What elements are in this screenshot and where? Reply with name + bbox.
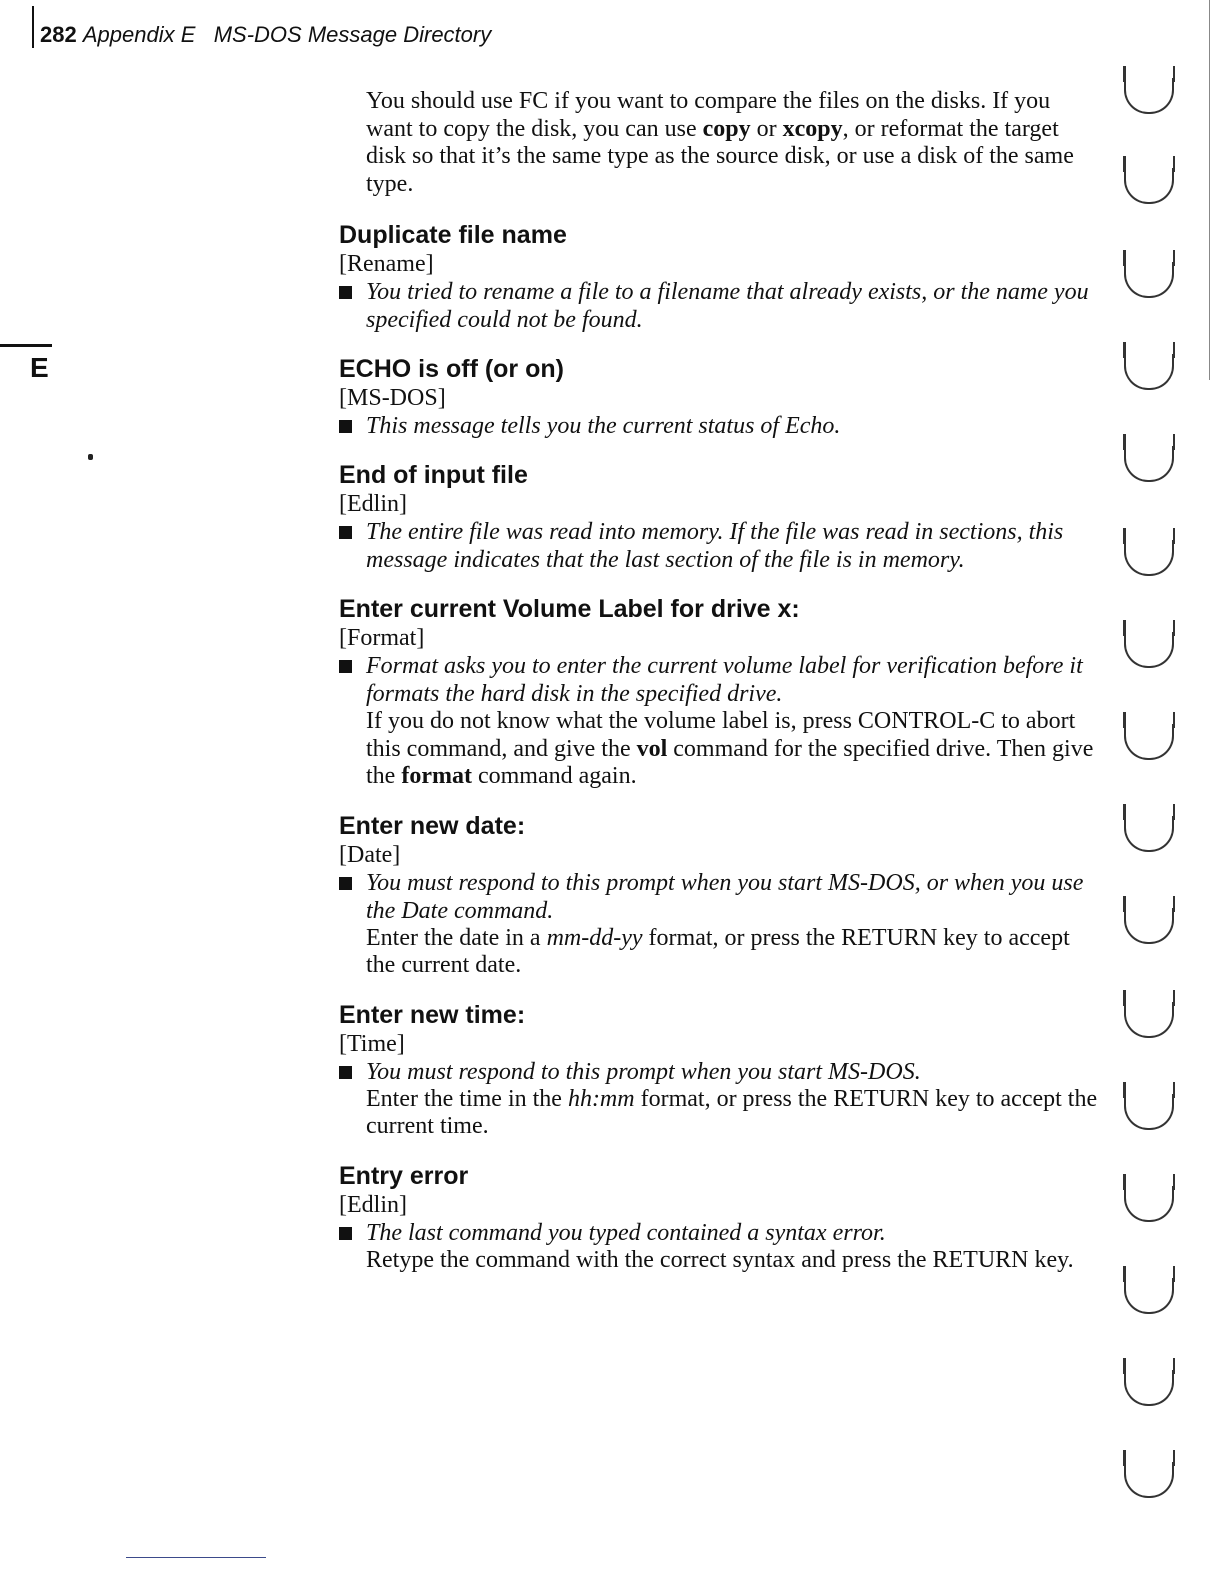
binder-ring-icon <box>1124 540 1174 576</box>
bullet-icon <box>339 286 352 299</box>
binder-ring-icon <box>1124 78 1174 114</box>
bullet-icon <box>339 877 352 890</box>
entry-duplicate-file-name <box>339 220 1099 334</box>
entry-module <box>339 384 1099 412</box>
bottom-rule <box>126 1557 266 1558</box>
binder-ring-icon <box>1124 1278 1174 1314</box>
binder-ring-icon <box>1124 908 1174 944</box>
entry-description <box>339 278 1099 334</box>
thumb-tab-rule <box>0 344 52 347</box>
entry-heading: End of input file <box>339 461 528 489</box>
entry-heading: Duplicate file name <box>339 221 567 249</box>
description-text: Format asks you to enter the current volume label for verification before it formats the hard disk in the specified drive. <box>366 653 1083 707</box>
entry-module: [Format] <box>339 625 425 651</box>
entry-description <box>339 518 1099 574</box>
intro-or: or <box>750 115 783 142</box>
vol-command: vol <box>636 735 668 762</box>
note-text: If you do not know what the volume label is, press <box>366 708 858 734</box>
binder-ring-icon <box>1124 1462 1174 1498</box>
copy-command: copy <box>702 115 751 142</box>
bullet-icon <box>339 1227 352 1240</box>
note-text: key. <box>1028 1246 1074 1273</box>
description-text: . <box>914 1058 921 1085</box>
entry-description <box>339 652 1099 708</box>
header-rule <box>32 6 34 48</box>
chapter-title: MS-DOS Message Directory <box>213 22 492 47</box>
note-text: to abort this command, and give the <box>366 708 1076 762</box>
entry-description <box>339 1219 1099 1247</box>
entry-module: [Rename] <box>339 251 434 277</box>
description-text: This message tells you the current status of Echo. <box>366 413 841 439</box>
appendix-label: Appendix E <box>82 22 196 47</box>
entry-note <box>339 925 1099 980</box>
msdos-name: MS-DOS <box>828 1058 915 1085</box>
note-text: key to accept the current date. <box>366 924 1070 978</box>
bracket-open: [ <box>339 385 347 411</box>
entry-heading: Enter new time: <box>339 1000 526 1029</box>
description-text: The entire file was read into memory. If the file was read in sections, this message indicates that the last section of the file is in memory. <box>366 519 1064 573</box>
entry-module: [Date] <box>339 841 401 868</box>
binder-ring-icon <box>1124 262 1174 298</box>
intro-paragraph <box>339 88 1099 198</box>
key-name: CONTROL-C <box>857 708 996 734</box>
module-name: MS-DOS <box>347 385 438 411</box>
binder-ring-icon <box>1124 1370 1174 1406</box>
description-text: , or when you use the Date command. <box>366 869 1084 924</box>
note-text: key to accept the current time. <box>366 1085 1098 1139</box>
main-content <box>339 88 1099 1274</box>
entry-heading: Enter current Volume Label for drive x: <box>339 595 800 623</box>
note-text: Enter the date in a <box>366 924 547 951</box>
stray-mark <box>88 454 93 460</box>
entry-heading: ECHO is off (or on) <box>339 355 564 383</box>
entry-description <box>339 412 1099 440</box>
key-name: RETURN <box>932 1246 1029 1273</box>
entry-module: [Time] <box>339 1030 405 1057</box>
bullet-icon <box>339 660 352 673</box>
xcopy-command: xcopy <box>782 115 843 142</box>
description-text: The last command you typed contained a syntax error. <box>366 1219 886 1246</box>
key-name: RETURN <box>841 924 938 951</box>
description-text: You must respond to this prompt when you start <box>366 1058 829 1085</box>
bullet-icon <box>339 1066 352 1079</box>
bracket-close: ] <box>437 385 446 411</box>
note-text: format, or press the <box>642 924 842 951</box>
entry-echo <box>339 354 1099 440</box>
entry-description <box>339 1058 1099 1086</box>
intro-text-2: , or reformat the target disk so that it’s the same type as the source disk, or use a disk of the same type. <box>366 115 1074 197</box>
binder-ring-icon <box>1124 354 1174 390</box>
entry-end-of-input-file <box>339 460 1099 574</box>
note-text: command for the specified drive. Then give the <box>366 735 1094 789</box>
entry-new-time <box>339 1000 1099 1141</box>
running-header <box>40 22 491 48</box>
date-format: mm-dd-yy <box>546 924 643 951</box>
entry-note <box>339 1247 1099 1275</box>
binder-ring-icon <box>1124 446 1174 482</box>
binder-ring-icon <box>1124 816 1174 852</box>
binder-ring-icon <box>1124 632 1174 668</box>
entry-volume-label <box>339 594 1099 791</box>
key-name: RETURN <box>833 1085 930 1112</box>
note-text: format, or press the <box>634 1085 834 1112</box>
description-text: You tried to rename a file to a filename that already exists, or the name you specified could not be found. <box>366 279 1089 333</box>
entry-description <box>339 869 1099 925</box>
note-text: command again. <box>471 763 637 789</box>
bullet-icon <box>339 420 352 433</box>
page-edge-line <box>1209 0 1210 380</box>
binder-ring-icon <box>1124 1186 1174 1222</box>
entry-note <box>339 708 1099 791</box>
thumb-tab-letter: E <box>30 352 49 383</box>
entry-heading: Entry error <box>339 1161 469 1190</box>
bullet-icon <box>339 526 352 539</box>
entry-entry-error <box>339 1161 1099 1275</box>
entry-new-date <box>339 811 1099 980</box>
time-format: hh:mm <box>567 1085 635 1112</box>
entry-module: [Edlin] <box>339 1191 407 1218</box>
entry-module: [Edlin] <box>339 491 407 517</box>
binder-ring-icon <box>1124 1094 1174 1130</box>
binder-ring-icon <box>1124 1002 1174 1038</box>
page-number: 282 <box>40 22 77 47</box>
entry-heading: Enter new date: <box>339 811 526 840</box>
note-text: Retype the command with the correct syntax and press the <box>366 1246 933 1273</box>
binder-ring-icon <box>1124 168 1174 204</box>
msdos-name: MS-DOS <box>828 869 915 896</box>
description-text: You must respond to this prompt when you start <box>366 869 829 896</box>
entry-note <box>339 1086 1099 1141</box>
note-text: Enter the time in the <box>366 1085 568 1112</box>
binder-ring-icon <box>1124 724 1174 760</box>
format-command: format <box>401 763 472 789</box>
intro-text-1: You should use FC if you want to compare the files on the disks. If you want to copy the disk, you can use <box>366 88 1051 142</box>
